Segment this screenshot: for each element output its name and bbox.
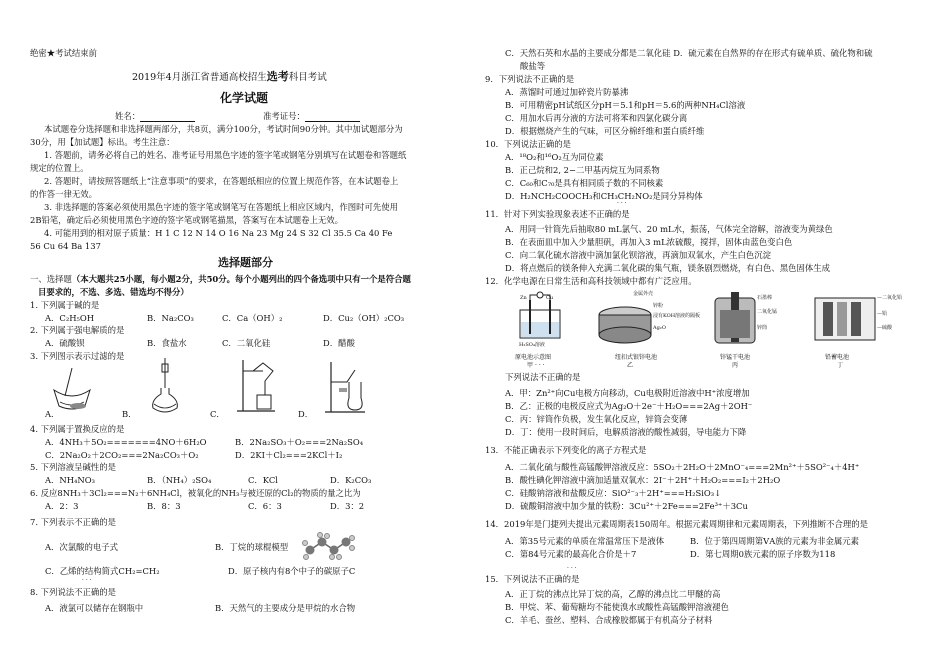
option: C．C₆₀和C₇₀是具有相同质子数的不同核素 (505, 178, 664, 188)
id-label: 准考证号： (263, 111, 305, 121)
option: A．4NH₃＋5O₂=======4NO＋6H₂O (45, 437, 207, 447)
option: B．在表面皿中加入少量胆矾，再加入3 mL浓硫酸，搅拌，固体由蓝色变白色 (505, 237, 793, 247)
emphasis-dots: · · · (82, 577, 92, 584)
exam-title-pre: 2019年4月浙江省普通高校招生 (132, 72, 267, 83)
name-blank (140, 113, 195, 122)
emphasis-dots: · · · (535, 362, 545, 369)
option: A．第35号元素的单质在常温常压下是液体 (505, 536, 665, 546)
caption: 纽扣式银锌电池 (615, 354, 658, 361)
apparatus-d-drawing (325, 360, 370, 415)
option: C．KCl (248, 475, 278, 485)
option: C．6：3 (248, 501, 282, 511)
part-title: 选择题部分 (218, 256, 273, 269)
option: A．2：3 (45, 501, 79, 511)
section1-header (30, 275, 411, 285)
option: A．正丁烷的沸点比异丁烷的高，乙醇的沸点比二甲醚的高 (505, 589, 721, 599)
question-15: 15．下列说法不正确的是 (485, 574, 580, 584)
option: D．将点燃后的镁条伸入充满二氧化碳的集气瓶，镁条剧烈燃烧，有白色、黑色固体生成 (505, 263, 830, 273)
option: B．酸性碘化钾溶液中滴加适量双氧水：2I⁻＋2H⁺＋H₂O₂===I₂＋2H₂O (505, 475, 781, 485)
option: C．羊毛、蚕丝、塑料、合成橡胶都属于有机高分子材料 (505, 615, 713, 625)
question-4: 4. 下列属于置换反应的是 (30, 424, 125, 434)
label-mno2: 二氧化锰 (757, 309, 778, 315)
option: A．¹⁸O₂和¹⁶O₂互为同位素 (505, 152, 604, 162)
intro-line: 56 Cu 64 Ba 137 (30, 241, 101, 251)
option: A．蒸馏时可通过加碎瓷片防暴沸 (505, 87, 629, 97)
option: C． (210, 409, 225, 419)
option: B．天然气的主要成分是甲烷的水合物 (215, 603, 356, 613)
option: A．NH₄NO₃ (45, 475, 95, 485)
label-pbo2: —二氧化铅 (877, 295, 903, 301)
battery-figures (515, 290, 915, 360)
intro-line: 4. 可能用到的相对原子质量：H 1 C 12 N 14 O 16 Na 23 Mg 24 S 32 Cl 35.5 Ca 40 Fe (44, 228, 393, 238)
question-6: 6. 反应8NH₃＋3Cl₂===N₂＋6NH₄Cl，被氧化的NH₃与被还原的Cl₂的物质的量之比为 (30, 488, 361, 498)
apparatus-a-drawing (50, 368, 95, 416)
option: C．天然石英和水晶的主要成分都是二氧化硅 D．硫元素在自然界的存在形式有硫单质、硫化物和硫 (505, 48, 873, 58)
question-2: 2. 下列属于强电解质的是 (30, 325, 125, 335)
label-zinc-powder: 锌粉 (653, 303, 664, 309)
option: B．（NH₄）₂SO₄ (147, 475, 212, 485)
option: A．二氧化硫与酸性高锰酸钾溶液反应：5SO₂＋2H₂O＋2MnO⁻₄===2Mn²⁺＋5SO²⁻₄＋4H⁺ (505, 462, 860, 472)
label-graphite: 石墨棒 (757, 295, 773, 301)
option: B．2Na₂SO₃＋O₂===2Na₂SO₄ (235, 437, 364, 447)
question-10: 10．下列说法正确的是 (485, 139, 572, 149)
option: D．2KI＋Cl₂===2KCl＋I₂ (235, 450, 343, 460)
emphasis-dots: · · · (567, 565, 577, 572)
option: A．用同一针筒先后抽取80 mL氯气、20 mL水，振荡，气体完全溶解，溶液变为黄绿色 (505, 224, 833, 234)
intro-line: 本试题卷分选择题和非选择题两部分，共8页，满分100分，考试时间90分钟。其中加试题部分为 (44, 124, 403, 134)
option-cont: 酸盐等 (520, 61, 546, 71)
option: D．3：2 (330, 501, 365, 511)
option: D． (298, 409, 314, 419)
question-8: 8. 下列说法不正确的是 (30, 587, 117, 597)
option: A．次氯酸的电子式 (45, 542, 119, 552)
question-5: 5. 下列溶液呈碱性的是 (30, 462, 117, 472)
label-ag2o: Ag₂O (653, 325, 666, 331)
option: A．液氯可以储存在钢瓶中 (45, 603, 144, 613)
option: B．8：3 (147, 501, 181, 511)
exam-title-post: 科目考试 (288, 72, 327, 83)
question-9: 9．下列说法不正确的是 (485, 74, 575, 84)
option: D．原子核内有8个中子的碳原子C (228, 566, 356, 576)
name-field (115, 112, 195, 122)
label-h2so4: H₂SO₄溶液 (519, 342, 545, 348)
question-14: 14．2019年是门捷列夫提出元素周期表150周年。根据元素周期律和元素周期表，下列推断不合理的是 (485, 519, 868, 529)
option: B．Na₂CO₃ (147, 313, 194, 323)
intro-line: 2B铅笔，确定后必须使用黑色字迹的签字笔或钢笔描黑，答案写在本试题卷上无效。 (30, 215, 343, 225)
label-ding: 丁 (837, 362, 844, 369)
section1-bold: （本大题共25小题，每小题2分，共50分。每个小题列出的四个备选项中只有一个是符合题 (71, 274, 411, 284)
option: D．丁：使用一段时间后，电解质溶液的酸性减弱，导电能力下降 (505, 427, 747, 437)
option: C．乙烯的结构简式CH₂=CH₂ (45, 566, 160, 576)
option: C．第84号元素的最高化合价是＋7 (505, 549, 637, 559)
question-13: 13．不能正确表示下列变化的离子方程式是 (485, 445, 647, 455)
label-cu: Cu (546, 295, 554, 301)
option: C．丙：锌筒作负极，发生氧化反应，锌筒会变薄 (505, 414, 688, 424)
option: C．二氧化硅 (222, 338, 271, 348)
option: C．硅酸钠溶液和盐酸反应：SiO²⁻₃＋2H⁺===H₂SiO₃↓ (505, 488, 722, 498)
caption: 锌锰干电池 (720, 354, 751, 361)
id-blank (305, 113, 360, 122)
label-acid: —硫酸 (877, 325, 893, 331)
name-label: 姓名： (115, 111, 141, 121)
option: D．根据燃烧产生的气味，可区分棉纤维和蛋白质纤维 (505, 126, 705, 136)
question-11: 11．针对下列实验现象表述不正确的是 (485, 209, 630, 219)
apparatus-b-drawing (145, 358, 185, 416)
option: C．Ca（OH）₂ (222, 313, 283, 323)
question-1: 1. 下列属于碱的是 (30, 300, 100, 310)
option: B．正己烷和2, 2−二甲基丙烷互为同系物 (505, 165, 660, 175)
option: D．K₂CO₃ (330, 475, 372, 485)
option: D．硫酸铜溶液中加少量的铁粉：3Cu²⁺＋2Fe===2Fe³⁺＋3Cu (505, 501, 748, 511)
option: A． (45, 409, 60, 419)
option: D．H₂NCH₂COOCH₃和CH₃CH₂NO₂是同分异构体 (505, 191, 703, 201)
option: A．C₂H₅OH (45, 313, 95, 323)
butane-ball-stick-model (302, 532, 357, 560)
option: C．2Na₂O₂＋2CO₂===2Na₂CO₃＋O₂ (45, 450, 199, 460)
label-yi: 乙 (627, 362, 634, 369)
option: B．丁烷的球棍模型 (215, 542, 289, 552)
emphasis-dots: · · · (617, 200, 627, 207)
label-separator: 浸有KOH溶液的隔板 (653, 313, 701, 319)
label-shell: 金属外壳 (633, 291, 654, 297)
exam-title-bold: 选考 (266, 70, 289, 83)
question-7: 7. 下列表示不正确的是 (30, 517, 117, 527)
intro-line: 3. 非选择题的答案必须使用黑色字迹的签字笔或钢笔写在答题纸上相应区域内，作图时可先使用 (44, 202, 399, 212)
option: C．用加水后再分液的方法可将苯和四氯化碳分离 (505, 113, 688, 123)
caption: 铅蓄电池 (825, 354, 850, 361)
option: A．硫酸钡 (45, 338, 85, 348)
label-jia: 甲 (527, 362, 534, 369)
section1-header-2: 目要求的，不选、多选、错选均不得分） (38, 287, 189, 297)
intro-line: 1. 答题前，请务必将自己的姓名、准考证号用黑色字迹的签字笔或钢笔分别填写在试题卷和答题纸 (44, 150, 407, 160)
option: D．Cu₂（OH）₂CO₃ (323, 313, 405, 323)
option: B．乙：正极的电极反应式为Ag₂O＋2e⁻＋H₂O===2Ag＋2OH⁻ (505, 401, 753, 411)
option: B．食盐水 (147, 338, 187, 348)
option: B．位于第四周期第ⅤA族的元素为非金属元素 (690, 536, 859, 546)
option: D．醋酸 (323, 338, 355, 348)
question-12: 12．化学电源在日常生活和高科技领域中都有广泛应用。 (485, 276, 697, 286)
label-bing: 丙 (732, 362, 739, 369)
option: D．第七周期0族元素的原子序数为118 (690, 549, 836, 559)
label-zn: Zn (520, 295, 527, 301)
intro-line: 2. 答题时，请按照答题纸上“注意事项”的要求，在答题纸相应的位置上规范作答，在本试题卷上 (44, 176, 399, 186)
question-3: 3. 下列图示表示过滤的是 (30, 351, 125, 361)
caption: 原电池示意图 (515, 354, 552, 361)
secret-mark: 绝密★考试结束前 (30, 48, 97, 58)
option: A．甲：Zn²⁺向Cu电极方向移动，Cu电极附近溶液中H⁺浓度增加 (505, 388, 750, 398)
intro-line: 规定的位置上。 (30, 163, 89, 173)
id-field (263, 112, 360, 122)
apparatus-c-drawing (235, 355, 280, 415)
exam-title (132, 71, 327, 84)
option: B．甲烷、苯、葡萄糖均不能使溴水或酸性高锰酸钾溶液褪色 (505, 602, 729, 612)
option: B．可用精密pH试纸区分pH＝5.1和pH＝5.6的两种NH₄Cl溶液 (505, 100, 746, 110)
label-zinc-can: 锌筒 (757, 325, 768, 331)
option: B． (122, 409, 137, 419)
label-pb: —铅 (877, 311, 888, 317)
intro-line: 30分，用【加试题】标出。考生注意： (30, 137, 175, 147)
option: C．向二氧化硫水溶液中滴加氯化钡溶液，再滴加双氧水，产生白色沉淀 (505, 250, 772, 260)
intro-line: 的作答一律无效。 (30, 189, 97, 199)
question-12-stem: 下列说法不正确的是 (505, 372, 581, 382)
section1-pre: 一、选择题 (30, 274, 72, 284)
subject-title: 化学试题 (220, 91, 269, 105)
